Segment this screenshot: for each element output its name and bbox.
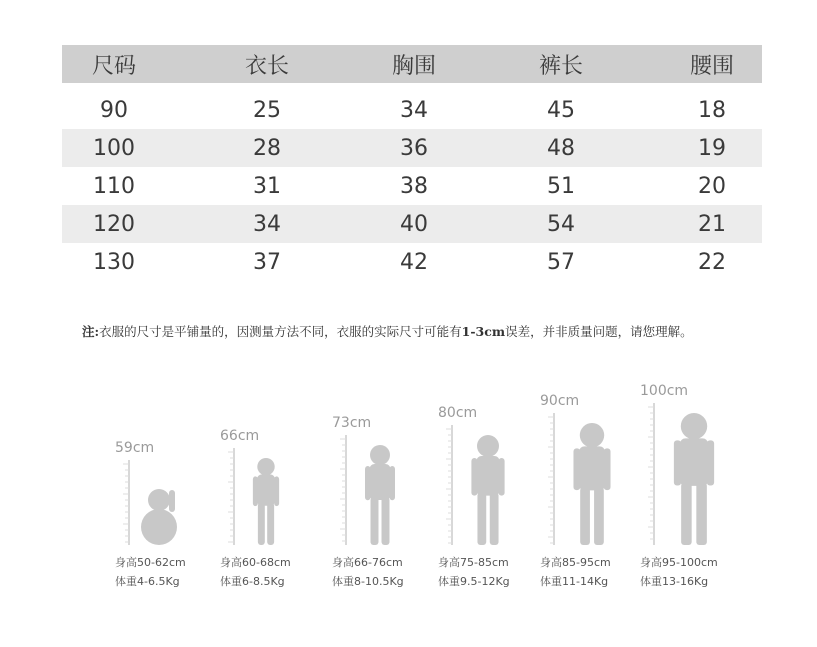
table-cell: 37 (253, 249, 281, 275)
height-range: 身高75-85cm (438, 556, 509, 569)
growth-stage (438, 385, 538, 605)
weight-range: 体重6-8.5Kg (220, 575, 285, 588)
child-figure (674, 413, 714, 545)
table-row (62, 205, 762, 243)
table-row (62, 243, 762, 281)
child-silhouette-icon (115, 385, 215, 555)
weight-range: 体重13-16Kg (640, 575, 709, 588)
weight-range: 体重11-14Kg (540, 575, 609, 588)
table-cell: 31 (253, 173, 281, 199)
table-row (62, 129, 762, 167)
table-cell: 36 (400, 135, 428, 161)
table-header (62, 45, 762, 83)
header-pants-length: 裤长 (538, 53, 583, 79)
child-silhouette-icon (438, 385, 538, 555)
growth-stage-info (438, 553, 510, 591)
table-cell: 25 (253, 97, 281, 123)
height-range: 身高66-76cm (332, 556, 403, 569)
growth-stage-info (220, 553, 291, 591)
child-silhouette-icon (332, 385, 432, 555)
height-label: 80cm (438, 405, 478, 421)
table-cell: 19 (698, 135, 726, 161)
weight-range: 体重8-10.5Kg (332, 575, 404, 588)
note-highlight: 1-3cm (461, 324, 506, 339)
header-length: 衣长 (244, 53, 289, 79)
height-range: 身高85-95cm (540, 556, 611, 569)
table-cell: 54 (547, 211, 575, 237)
table-cell: 45 (547, 97, 575, 123)
height-label: 66cm (220, 428, 260, 444)
table-cell: 51 (547, 173, 575, 199)
child-silhouette-icon (640, 385, 740, 555)
measurement-note (82, 322, 782, 340)
table-cell: 18 (698, 97, 726, 123)
note-prefix: 注: (82, 324, 100, 339)
height-label: 90cm (540, 393, 580, 409)
table-cell: 40 (400, 211, 428, 237)
child-figure (365, 445, 395, 545)
header-chest: 胸围 (391, 53, 436, 79)
height-range: 身高60-68cm (220, 556, 291, 569)
table-cell: 48 (547, 135, 575, 161)
growth-stage (220, 385, 320, 605)
growth-stage (640, 385, 740, 605)
weight-range: 体重4-6.5Kg (115, 575, 180, 588)
child-figure (141, 489, 177, 545)
table-row (62, 91, 762, 129)
table-cell: 28 (253, 135, 281, 161)
header-waist: 腰围 (689, 53, 734, 79)
note-text-1: 衣服的尺寸是平铺量的，因测量方法不同，衣服的实际尺寸可能有 (99, 324, 462, 339)
weight-range: 体重9.5-12Kg (438, 575, 510, 588)
growth-stage (540, 385, 640, 605)
table-cell: 130 (93, 249, 135, 275)
table-row (62, 167, 762, 205)
growth-stage-info (332, 553, 404, 591)
child-silhouette-icon (540, 385, 640, 555)
growth-stage (115, 385, 215, 605)
table-cell: 34 (400, 97, 428, 123)
child-figure (253, 458, 279, 545)
child-figure (573, 423, 610, 545)
table-cell: 100 (93, 135, 135, 161)
growth-stage (332, 385, 432, 605)
height-range: 身高95-100cm (640, 556, 718, 569)
table-cell: 57 (547, 249, 575, 275)
table-cell: 42 (400, 249, 428, 275)
table-cell: 38 (400, 173, 428, 199)
header-size: 尺码 (91, 53, 136, 79)
height-label: 73cm (332, 415, 372, 431)
table-cell: 22 (698, 249, 726, 275)
table-cell: 20 (698, 173, 726, 199)
table-cell: 120 (93, 211, 135, 237)
child-figure (471, 435, 504, 545)
size-table (62, 45, 762, 281)
table-cell: 34 (253, 211, 281, 237)
height-label: 100cm (640, 383, 689, 399)
height-label: 59cm (115, 440, 155, 456)
growth-stage-info (115, 553, 186, 591)
table-cell: 90 (100, 97, 128, 123)
child-silhouette-icon (220, 385, 320, 555)
growth-stage-info (640, 553, 718, 591)
note-text-2: 误差，并非质量问题，请您理解。 (505, 324, 693, 339)
table-cell: 21 (698, 211, 726, 237)
growth-stage-info (540, 553, 611, 591)
table-cell: 110 (93, 173, 135, 199)
growth-chart (100, 385, 740, 605)
height-range: 身高50-62cm (115, 556, 186, 569)
